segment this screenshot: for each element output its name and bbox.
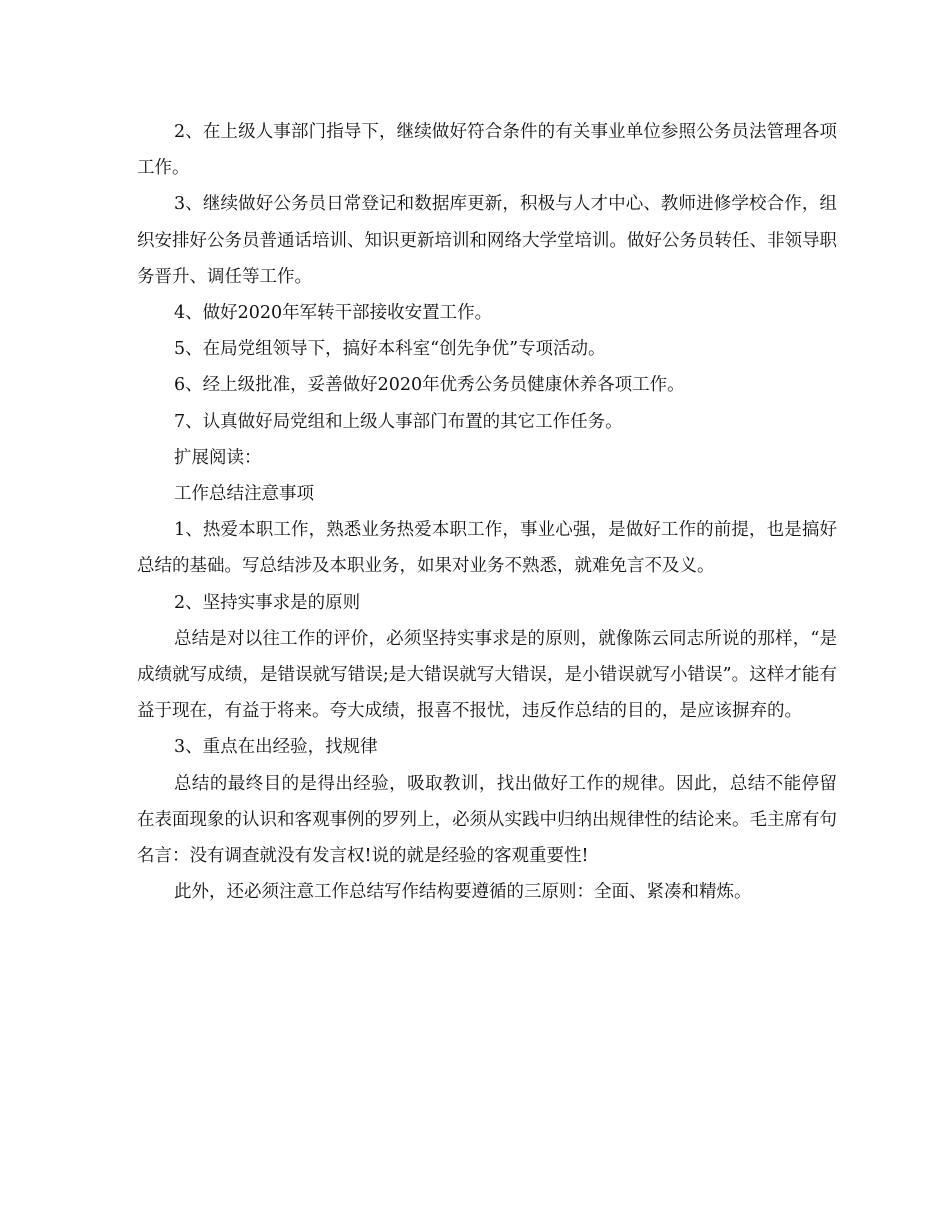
tip-paragraph-1: 1、热爱本职工作，熟悉业务热爱本职工作，事业心强，是做好工作的前提，也是搞好总结的基础。写总结涉及本职业务，如果对业务不熟悉，就难免言不及义。 <box>137 520 837 577</box>
document-body <box>137 114 837 910</box>
paragraph-item-6: 6、经上级批准，妥善做好2020年优秀公务员健康休养各项工作。 <box>174 375 685 396</box>
paragraph-item-3: 3、继续做好公务员日常登记和数据库更新，积极与人才中心、教师进修学校合作，组织安排好公务员普通话培训、知识更新培训和网络大学堂培训。做好公务员转任、非领导职务晋升、调任等工作。 <box>137 194 837 287</box>
section-heading: 工作总结注意事项 <box>174 484 314 505</box>
extended-reading-label: 扩展阅读： <box>174 447 262 468</box>
closing-paragraph: 此外，还必须注意工作总结写作结构要遵循的三原则：全面、紧凑和精炼。 <box>174 882 752 903</box>
paragraph-item-7: 7、认真做好局党组和上级人事部门布置的其它工作任务。 <box>174 411 623 432</box>
paragraph-item-5: 5、在局党组领导下，搞好本科室“创先争优”专项活动。 <box>174 339 606 360</box>
tip-paragraph-3: 总结的最终目的是得出经验，吸取教训，找出做好工作的规律。因此，总结不能停留在表面现象的认识和客观事例的罗列上，必须从实践中归纳出规律性的结论来。毛主席有句名言：没有调查就没有发言权!说的就是经验的客观重要性! <box>137 773 837 867</box>
paragraph-item-2: 2、在上级人事部门指导下，继续做好符合条件的有关事业单位参照公务员法管理各项工作。 <box>137 122 837 179</box>
tip-paragraph-2: 总结是对以往工作的评价，必须坚持实事求是的原则，就像陈云同志所说的那样，“是成绩就写成绩，是错误就写错误;是大错误就写大错误，是小错误就写小错误”。这样才能有益于现在，有益于将来。夸大成绩，报喜不报忧，违反作总结的目的，是应该摒弃的。 <box>137 628 837 722</box>
paragraph-item-4: 4、做好2020年军转干部接收安置工作。 <box>174 303 493 324</box>
tip-heading-3: 3、重点在出经验，找规律 <box>174 737 378 758</box>
tip-heading-2: 2、坚持实事求是的原则 <box>174 592 361 613</box>
